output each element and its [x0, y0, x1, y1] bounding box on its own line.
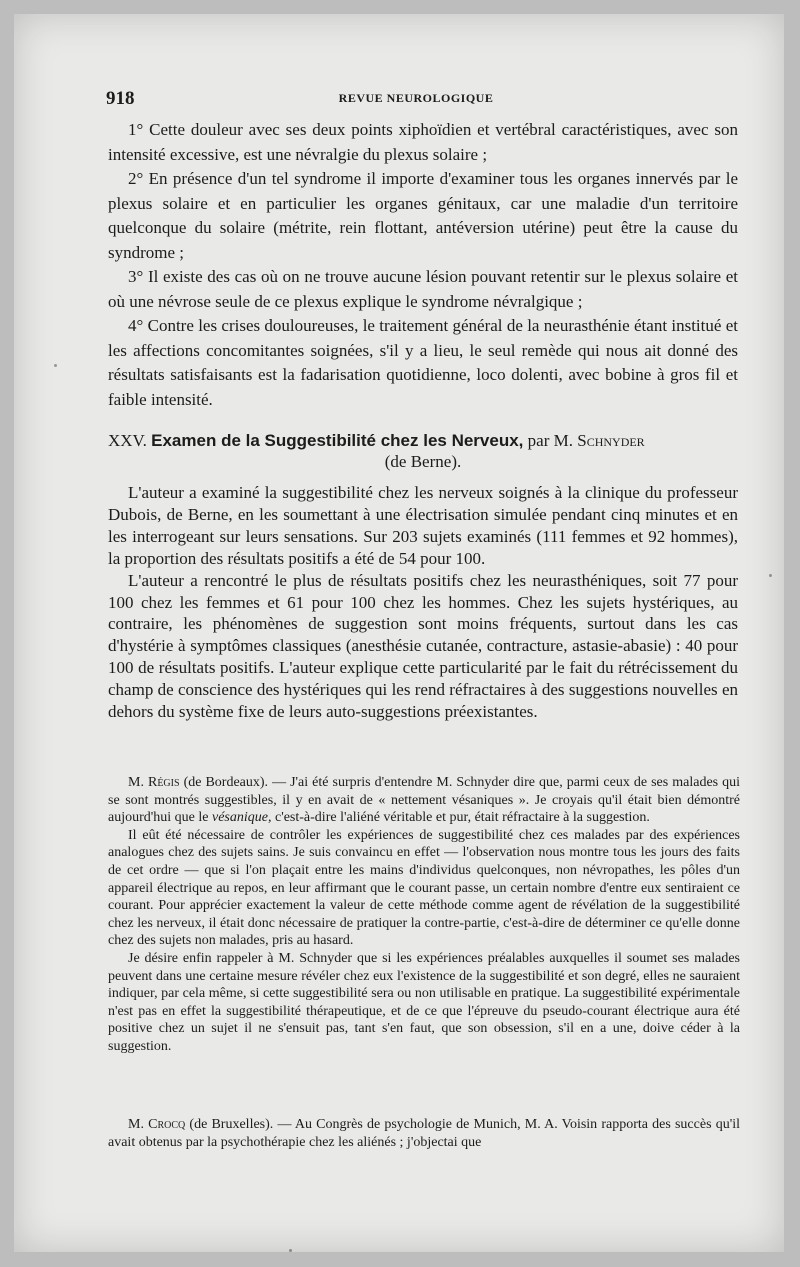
- page-header: [106, 88, 726, 112]
- article-title: Examen de la Suggestibilité chez les Nerveux,: [151, 431, 524, 450]
- scan-speck: [769, 574, 772, 577]
- summary-paragraph: L'auteur a examiné la suggestibilité chez les nerveux soignés à la clinique du professeur Dubois, de Berne, en les soumettant à une électrisation simulée pendant cinq minutes et en les interrogeant sur leurs sensations. Sur 203 sujets examinés (111 femmes et 92 hommes), la proportion des résultats positifs a été de 54 pour 100.: [108, 483, 738, 568]
- article-author: Schnyder: [577, 431, 645, 450]
- scan-speck: [289, 1249, 292, 1252]
- article-heading: [108, 430, 738, 472]
- discussion-crocq: [108, 1116, 740, 1151]
- scanned-page: [14, 14, 784, 1252]
- conclusion-item: 2° En présence d'un tel syndrome il importe d'examiner tous les organes innervés par le plexus solaire et en particulier les organes génitaux, car une maladie d'un territoire quelconque du solaire (métrite, rein flottant, antéversion utérine) peut être la cause du syndrome ;: [108, 169, 738, 262]
- scan-speck: [54, 364, 57, 367]
- article-affiliation: (de Berne).: [384, 452, 462, 471]
- article-by: par M.: [527, 431, 573, 450]
- speaker-name: Crocq: [148, 1117, 186, 1132]
- conclusion-item: 3° Il existe des cas où on ne trouve aucune lésion pouvant retentir sur le plexus solaire et où une névrose seule de ce plexus explique le syndrome névralgique ;: [108, 267, 738, 311]
- speaker-prefix: M.: [128, 1117, 144, 1132]
- regis-paragraph-3: Je désire enfin rappeler à M. Schnyder que si les expériences préalables auxquelles il soumet ses malades peuvent dans une certaine mesure révéler chez eux l'existence de la suggestibilité et son degré, elles ne sauraient indiquer, par cela même, si cette suggestibilité sera ou non utilisable en pratique. La suggestibilité expérimentale n'est pas en effet la suggestibilité thérapeutique, et de ce que l'épreuve du pseudo-courant électrique aura été positive chez un sujet il ne s'ensuit pas, tant s'en faut, que son obsession, s'il en a une, doive céder à la suggestion.: [108, 950, 740, 1054]
- discussion-regis: [108, 774, 740, 1056]
- speaker-name: Régis: [147, 775, 180, 790]
- article-summary: [108, 482, 738, 723]
- regis-text-end: , c'est-à-dire l'aliéné véritable et pur, était réfractaire à la suggestion.: [267, 810, 650, 826]
- regis-paragraph-1: [108, 774, 740, 827]
- speaker-prefix: M.: [128, 775, 144, 790]
- running-title: REVUE NEUROLOGIQUE: [338, 91, 494, 105]
- regis-text: (de Bordeaux). — J'ai été surpris d'entendre M. Schnyder dire que, parmi ceux de ses malades qui se sont montrés suggestibles, il y en avait de « nettement vésaniques ». Je croyais qu'il était bien démontré aujourd'hui que le: [108, 775, 741, 826]
- conclusions-list: [108, 118, 738, 412]
- regis-paragraph-2: Il eût été nécessaire de contrôler les expériences de suggestibilité chez ces malades par des expériences analogues chez des sujets sains. Je suis convaincu en effet — l'observation nous montre tous les jours des faits de cet ordre — que si l'on plaçait entre les mains d'individus quelconques, non névropathes, les pôles d'un appareil électrique au repos, en leur affirmant que le courant passe, un certain nombre d'entre eux sentiraient ce courant. Pour apprécier exactement la valeur de cette méthode comme agent de révélation de la suggestibilité chez les nerveux, il était donc nécessaire de pratiquer la contre-partie, c'est-à-dire de déterminer ce qu'elle donne chez des sujets non malades, pris au hasard.: [108, 827, 740, 949]
- article-number: XXV.: [108, 431, 147, 450]
- conclusion-item: 4° Contre les crises douloureuses, le traitement général de la neurasthénie étant institué et les affections concomitantes soignées, s'il y a lieu, le seul remède qui nous ait donné des résultats satisfaisants est la fadarisation quotidienne, loco dolenti, avec bobine à gros fil et faible intensité.: [108, 316, 738, 409]
- page-number: 918: [106, 88, 135, 109]
- summary-paragraph: L'auteur a rencontré le plus de résultats positifs chez les neurasthéniques, soit 77 pour 100 chez les femmes et 61 pour 100 chez les hommes. Chez les sujets hystériques, au contraire, les phénomènes de suggestion sont moins fréquents, surtout dans les cas d'hystérie à symptômes classiques (anesthésie cutanée, contracture, astasie-abasie) : 40 pour 100 de résultats positifs. L'auteur explique cette particularité par le fait du rétrécissement du champ de conscience des hystériques qui les rend réfractaires à des suggestions nouvelles en dehors du système fixe de leurs auto-suggestions préexistantes.: [108, 570, 738, 722]
- crocq-text: (de Bruxelles). — Au Congrès de psychologie de Munich, M. A. Voisin rapporta des succès qu'il avait obtenus par la psychothérapie chez les aliénés ; j'objectai que: [108, 1117, 740, 1150]
- crocq-paragraph: [108, 1116, 740, 1151]
- conclusion-item: 1° Cette douleur avec ses deux points xiphoïdien et vertébral caractéristiques, avec son intensité excessive, est une névralgie du plexus solaire ;: [108, 120, 738, 164]
- emphasis-word: vésanique: [212, 810, 268, 826]
